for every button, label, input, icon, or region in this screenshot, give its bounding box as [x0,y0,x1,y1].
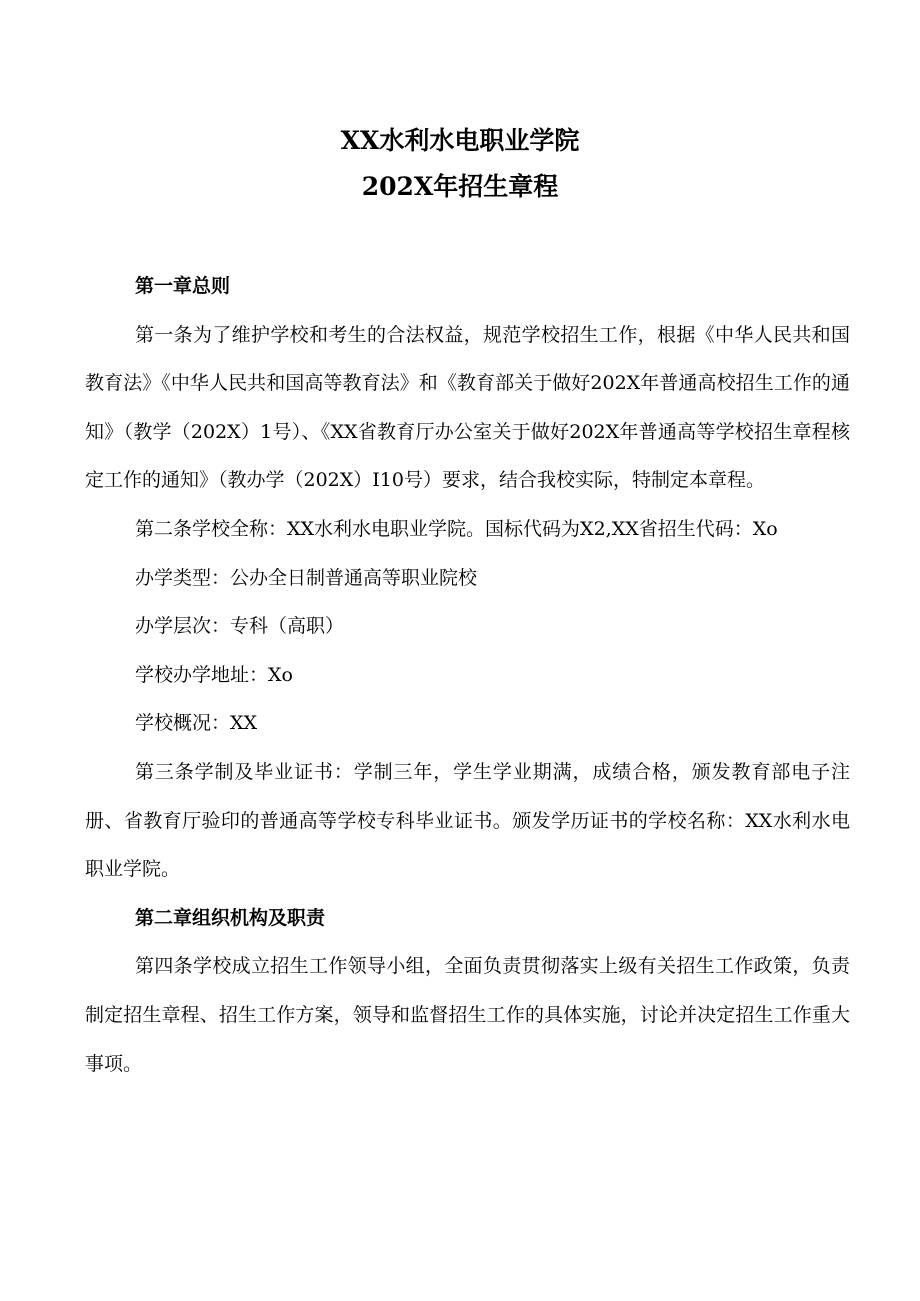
chapter-2-heading: 第二章组织机构及职责 [135,906,326,929]
school-type: 办学类型：公办全日制普通高等职业院校 [135,566,478,589]
school-level: 办学层次：专科（高职） [135,615,345,638]
document-body [85,262,850,1088]
article-2: 第二条学校全称：XX水利水电职业学院。国标代码为X2,XX省招生代码：Xo [135,517,778,540]
school-overview: 学校概况：XX [135,712,258,735]
article-1: 第一条为了维护学校和考生的合法权益，规范学校招生工作，根据《中华人民共和国教育法》《中华人民共和国高等教育法》和《教育部关于做好202X年普通高校招生工作的通知》（教学（202X）1号）、《XX省教育厅办公室关于做好202X年普通高等学校招生章程核定工作的通知》（教办学（202X）I10号）要求，结合我校实际，特制定本章程。 [85,323,850,492]
school-address: 学校办学地址：Xo [135,663,293,686]
article-3: 第三条学制及毕业证书：学制三年，学生学业期满，成绩合格，颁发教育部电子注册、省教育厅验印的普通高等学校专科毕业证书。颁发学历证书的学校名称：XX水利水电职业学院。 [85,760,850,881]
document-subtitle: 202X年招生章程 [361,172,559,201]
chapter-1-heading: 第一章总则 [135,275,231,297]
document-title-block [0,118,920,210]
document-title: XX水利水电职业学院 [340,126,580,155]
article-4: 第四条学校成立招生工作领导小组，全面负责贯彻落实上级有关招生工作政策，负责制定招生章程、招生工作方案，领导和监督招生工作的具体实施，讨论并决定招生工作重大事项。 [85,955,850,1075]
